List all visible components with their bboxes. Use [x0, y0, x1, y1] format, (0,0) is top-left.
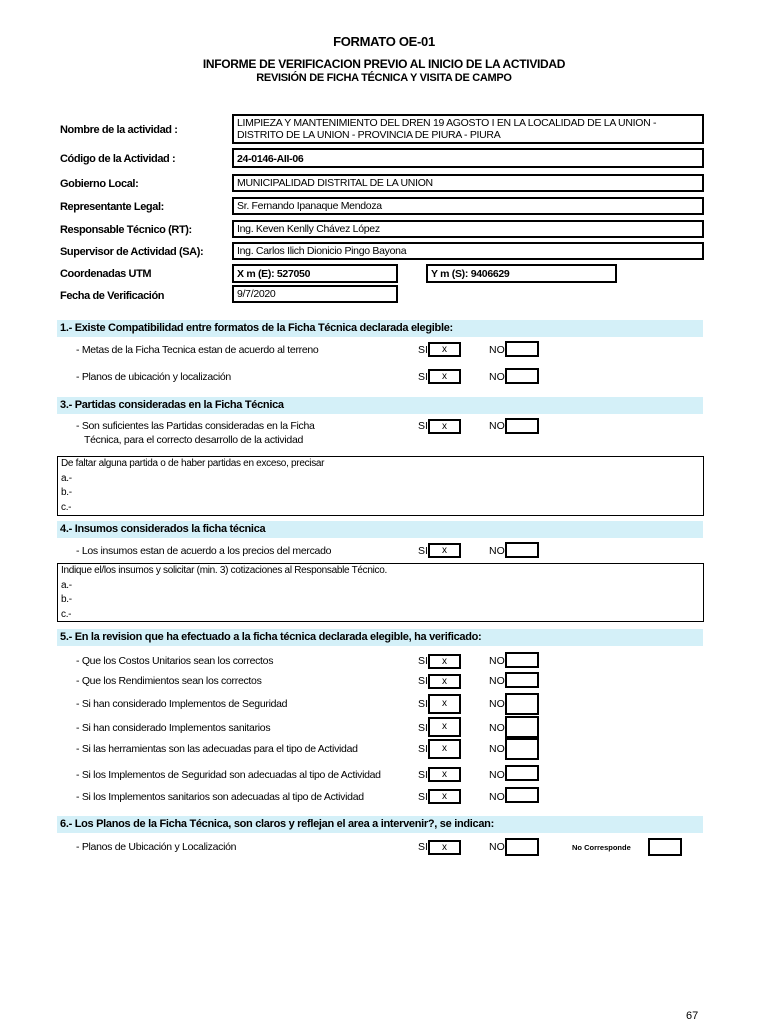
si-label: SI — [418, 371, 428, 383]
report-subtitle: REVISIÓN DE FICHA TÉCNICA Y VISITA DE CAMPO — [256, 72, 512, 84]
s5-q4-label: - Si han considerado Implementos sanitarios — [76, 722, 271, 734]
s5-q1-si-checkbox[interactable]: x — [428, 654, 461, 669]
page-number: 67 — [686, 1010, 699, 1022]
no-label: NO — [489, 698, 505, 710]
no-label: NO — [489, 841, 505, 853]
s1-q2-si-checkbox[interactable]: x — [428, 369, 461, 384]
utm-x-field[interactable]: X m (E): 527050 — [232, 264, 398, 283]
si-label: SI — [418, 655, 428, 667]
no-label: NO — [489, 371, 505, 383]
si-label: SI — [418, 420, 428, 432]
s3-q1-label-line1: - Son suficientes las Partidas consideradas en la Ficha — [76, 420, 315, 432]
s6-q1-si-checkbox[interactable]: x — [428, 840, 461, 855]
section-4-header: 4.- Insumos considerados la ficha técnica — [57, 521, 703, 538]
s5-q6-si-checkbox[interactable]: x — [428, 767, 461, 782]
format-code: FORMATO OE-01 — [333, 34, 435, 49]
s6-q1-no-corresponde-checkbox[interactable] — [648, 838, 682, 856]
si-label: SI — [418, 344, 428, 356]
report-title: INFORME DE VERIFICACION PREVIO AL INICIO DE LA ACTIVIDAD — [202, 57, 566, 71]
tech-resp-label: Responsable Técnico (RT): — [60, 224, 192, 236]
si-label: SI — [418, 791, 428, 803]
activity-name-field[interactable]: LIMPIEZA Y MANTENIMIENTO DEL DREN 19 AGOSTO I EN LA LOCALIDAD DE LA UNION - DISTRITO DE LA UNION - PROVINCIA DE PIURA - PIURA — [232, 114, 704, 144]
s1-q2-label: - Planos de ubicación y localización — [76, 371, 231, 383]
si-label: SI — [418, 675, 428, 687]
utm-label: Coordenadas UTM — [60, 268, 152, 280]
s5-q1-label: - Que los Costos Unitarios sean los correctos — [76, 655, 274, 667]
s5-q6-label: - Si los Implementos de Seguridad son adecuadas al tipo de Actividad — [76, 769, 381, 781]
supervisor-field[interactable]: Ing. Carlos Ilich Dionicio Pingo Bayona — [232, 242, 704, 260]
section-3-header: 3.- Partidas consideradas en la Ficha Técnica — [57, 397, 703, 414]
no-label: NO — [489, 655, 505, 667]
s4-note-b: b.- — [61, 594, 72, 605]
no-corresponde-label: No Corresponde — [572, 843, 631, 852]
si-label: SI — [418, 769, 428, 781]
no-label: NO — [489, 743, 505, 755]
s3-notes-box[interactable] — [57, 456, 704, 516]
activity-name-label: Nombre de la actividad : — [60, 124, 178, 136]
s5-q3-no-checkbox[interactable] — [505, 693, 539, 715]
si-label: SI — [418, 841, 428, 853]
activity-code-label: Código de la Actividad : — [60, 153, 176, 165]
legal-rep-field[interactable]: Sr. Fernando Ipanaque Mendoza — [232, 197, 704, 215]
s5-q2-no-checkbox[interactable] — [505, 672, 539, 688]
s3-q1-no-checkbox[interactable] — [505, 418, 539, 434]
s4-q1-label: - Los insumos estan de acuerdo a los precios del mercado — [76, 545, 332, 557]
s3-q1-si-checkbox[interactable]: x — [428, 419, 461, 434]
no-label: NO — [489, 420, 505, 432]
section-1-header: 1.- Existe Compatibilidad entre formatos de la Ficha Técnica declarada elegible: — [57, 320, 703, 337]
legal-rep-label: Representante Legal: — [60, 201, 164, 213]
s3-note-title: De faltar alguna partida o de haber partidas en exceso, precisar — [61, 458, 325, 469]
s5-q5-no-checkbox[interactable] — [505, 738, 539, 760]
si-label: SI — [418, 743, 428, 755]
s5-q7-no-checkbox[interactable] — [505, 787, 539, 803]
s1-q2-no-checkbox[interactable] — [505, 368, 539, 384]
date-label: Fecha de Verificación — [60, 290, 165, 302]
no-label: NO — [489, 722, 505, 734]
s5-q7-si-checkbox[interactable]: x — [428, 789, 461, 804]
s5-q4-si-checkbox[interactable]: x — [428, 717, 461, 737]
s5-q6-no-checkbox[interactable] — [505, 765, 539, 781]
s4-q1-si-checkbox[interactable]: x — [428, 543, 461, 558]
no-label: NO — [489, 791, 505, 803]
section-6-header: 6.- Los Planos de la Ficha Técnica, son claros y reflejan el area a intervenir?, se indican: — [57, 816, 703, 833]
s3-note-b: b.- — [61, 487, 72, 498]
s3-note-c: c.- — [61, 501, 72, 513]
s5-q3-label: - Si han considerado Implementos de Seguridad — [76, 698, 288, 710]
s4-q1-no-checkbox[interactable] — [505, 542, 539, 558]
s5-q5-label: - Si las herramientas son las adecuadas para el tipo de Actividad — [76, 743, 358, 755]
s1-q1-label: - Metas de la Ficha Tecnica estan de acuerdo al terreno — [76, 344, 319, 356]
supervisor-label: Supervisor de Actividad (SA): — [60, 246, 204, 258]
s5-q2-si-checkbox[interactable]: x — [428, 674, 461, 689]
no-label: NO — [489, 344, 505, 356]
s3-note-a: a.- — [61, 472, 72, 484]
s4-note-a: a.- — [61, 579, 72, 591]
section-5-header: 5.- En la revision que ha efectuado a la ficha técnica declarada elegible, ha verificado: — [57, 629, 703, 646]
s1-q1-no-checkbox[interactable] — [505, 341, 539, 357]
local-gov-label: Gobierno Local: — [60, 178, 139, 190]
s5-q7-label: - Si los Implementos sanitarios son adecuadas al tipo de Actividad — [76, 791, 364, 803]
s6-q1-no-checkbox[interactable] — [505, 838, 539, 856]
si-label: SI — [418, 722, 428, 734]
s4-notes-box[interactable] — [57, 563, 704, 622]
tech-resp-field[interactable]: Ing. Keven Kenlly Chávez López — [232, 220, 704, 238]
s3-q1-label-line2: Técnica, para el correcto desarrollo de la actividad — [84, 434, 304, 446]
no-label: NO — [489, 769, 505, 781]
s4-note-title: Indique el/los insumos y solicitar (min. 3) cotizaciones al Responsable Técnico. — [61, 565, 387, 576]
date-field[interactable]: 9/7/2020 — [232, 285, 398, 303]
s4-note-c: c.- — [61, 608, 72, 620]
s5-q2-label: - Que los Rendimientos sean los correctos — [76, 675, 262, 687]
s5-q5-si-checkbox[interactable]: x — [428, 739, 461, 759]
s5-q1-no-checkbox[interactable] — [505, 652, 539, 668]
no-label: NO — [489, 545, 505, 557]
si-label: SI — [418, 698, 428, 710]
s1-q1-si-checkbox[interactable]: x — [428, 342, 461, 357]
no-label: NO — [489, 675, 505, 687]
si-label: SI — [418, 545, 428, 557]
local-gov-field[interactable]: MUNICIPALIDAD DISTRITAL DE LA UNION — [232, 174, 704, 192]
s5-q4-no-checkbox[interactable] — [505, 716, 539, 738]
utm-y-field[interactable]: Y m (S): 9406629 — [426, 264, 617, 283]
activity-code-field[interactable]: 24-0146-AII-06 — [232, 148, 704, 168]
s6-q1-label: - Planos de Ubicación y Localización — [76, 841, 237, 853]
s5-q3-si-checkbox[interactable]: x — [428, 694, 461, 714]
